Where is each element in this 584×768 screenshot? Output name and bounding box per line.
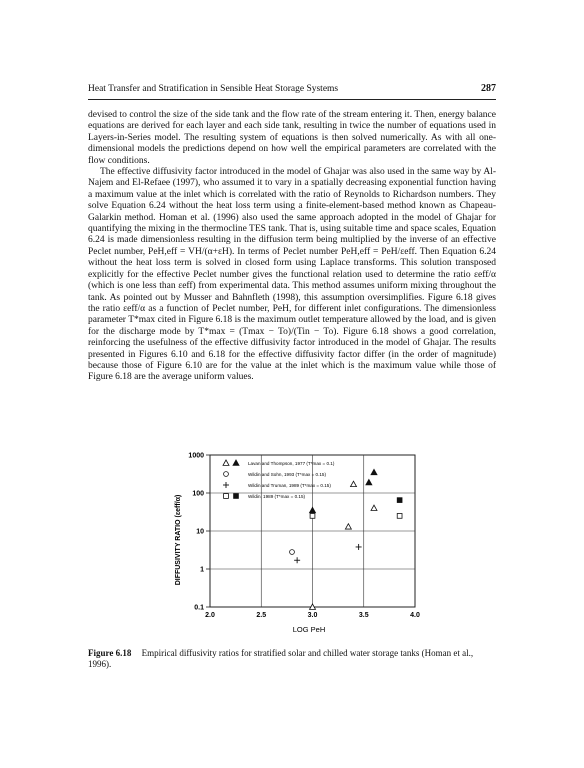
x-tick-label: 2.5 xyxy=(256,612,267,619)
legend-label: Lavan and Thompson, 1977 (T*max = 0.1) xyxy=(248,461,335,466)
y-tick-label: 0.1 xyxy=(194,604,204,612)
data-point-triangle-open xyxy=(351,481,357,486)
legend-marker xyxy=(223,460,229,465)
y-tick-label: 10 xyxy=(196,528,204,536)
chart-grid xyxy=(210,455,415,607)
data-point-triangle-open xyxy=(371,505,377,510)
legend-marker xyxy=(234,494,239,499)
x-tick-label: 4.0 xyxy=(410,612,420,619)
x-tick-label: 3.0 xyxy=(307,612,318,619)
y-axis-label: DIFFUSIVITY RATIO (εeff/α) xyxy=(175,494,182,586)
legend-label: Wildin, 1989 (T*max = 0.15) xyxy=(248,494,306,499)
data-point-square-open xyxy=(397,513,402,518)
data-point-triangle-filled xyxy=(371,469,377,474)
data-point-plus xyxy=(294,557,300,563)
data-point-triangle-filled xyxy=(366,479,372,484)
x-axis-label: LOG PeH xyxy=(292,625,326,634)
data-point-square-open xyxy=(310,513,315,518)
data-point-square-filled xyxy=(397,498,402,503)
chart-points xyxy=(290,469,402,609)
data-point-plus xyxy=(356,544,362,550)
running-title: Heat Transfer and Stratification in Sensible Heat Storage Systems xyxy=(88,84,339,94)
y-tick-label: 1000 xyxy=(188,452,204,460)
data-point-circle-open xyxy=(290,550,295,555)
legend-marker xyxy=(224,472,229,477)
x-tick-label: 2.0 xyxy=(205,612,215,619)
figure-label: Figure 6.18 xyxy=(88,648,132,658)
legend-marker xyxy=(223,482,229,488)
data-point-triangle-open xyxy=(345,524,351,529)
y-tick-label: 1 xyxy=(200,566,204,574)
figure-caption xyxy=(88,648,496,670)
legend-marker xyxy=(233,460,239,465)
paragraph-1: devised to control the size of the side tank and the flow rate of the stream entering it. Then, energy balance equations are derived for each layer and each side tank, resulting in twice the number of equations used in Layers-in-Series model. The resulting system of equations is then solved numerically. As with all one-dimensional models the predictions depend on how well the empirical parameters are correlated with the flow conditions. xyxy=(88,110,496,166)
paragraph-2: The effective diffusivity factor introduced in the model of Ghajar was also used in the same way by Al-Najem and El-Refaee (1997), who assumed it to vary in a spatially decreasing exponential function having a maximum value at the inlet which is correlated with the ratio of Reynolds to Richardson numbers. They solve Equation 6.24 without the heat loss term using a finite-element-based method known as Chapeau-Galarkin method. Homan et al. (1996) also used the same approach adopted in the model of Ghajar for quantifying the mixing in the thermocline TES tank. That is, using suitable time and space scales, Equation 6.24 is made dimensionless resulting in the diffusion term being multiplied by the inverse of an effective Peclet number, PeH,eff = VH/(α+εH). In terms of Peclet number PeH,eff = PeH/εeff. Then Equation 6.24 without the heat loss term is solved in closed form using Laplace transforms. This solution transposed explicitly for the effective Peclet number gives the functional relation used to determine the ratio εeff/α (which is one less than εeff) from experimental data. This method assumes uniform mixing throughout the tank. As pointed out by Musser and Bahnfleth (1998), this assumption oversimplifies. Figure 6.18 gives the ratio εeff/α as a function of Peclet number, PeH, for different inlet configurations. The dimensionless parameter T*max cited in Figure 6.18 is the maximum outlet temperature allowed by the load, and is given for the discharge mode by T*max = (Tmax − To)/(Tin − To). Figure 6.18 shows a good correlation, reinforcing the usefulness of the effective diffusivity factor introduced in the model of Ghajar. The results presented in Figures 6.10 and 6.18 for the effective diffusivity factor differ (in the order of magnitude) because those of Figure 6.10 are for the value at the inlet which is the maximum value while those of Figure 6.18 are the average uniform values. xyxy=(88,167,496,383)
legend-marker xyxy=(224,494,229,499)
chart-ticks xyxy=(188,453,420,620)
x-tick-label: 3.5 xyxy=(358,612,369,619)
y-tick-label: 100 xyxy=(192,490,204,498)
legend-label: Wildin and Sohn, 1993 (T*max = 0.15) xyxy=(248,472,327,477)
legend-label: Wildin and Truman, 1989 (T*max = 0.15) xyxy=(248,483,331,488)
page-number: 287 xyxy=(481,83,496,94)
figure-caption-text: Empirical diffusivity ratios for stratified solar and chilled water storage tanks (Homan et al., 1996). xyxy=(88,648,474,669)
data-point-triangle-filled xyxy=(310,507,316,512)
